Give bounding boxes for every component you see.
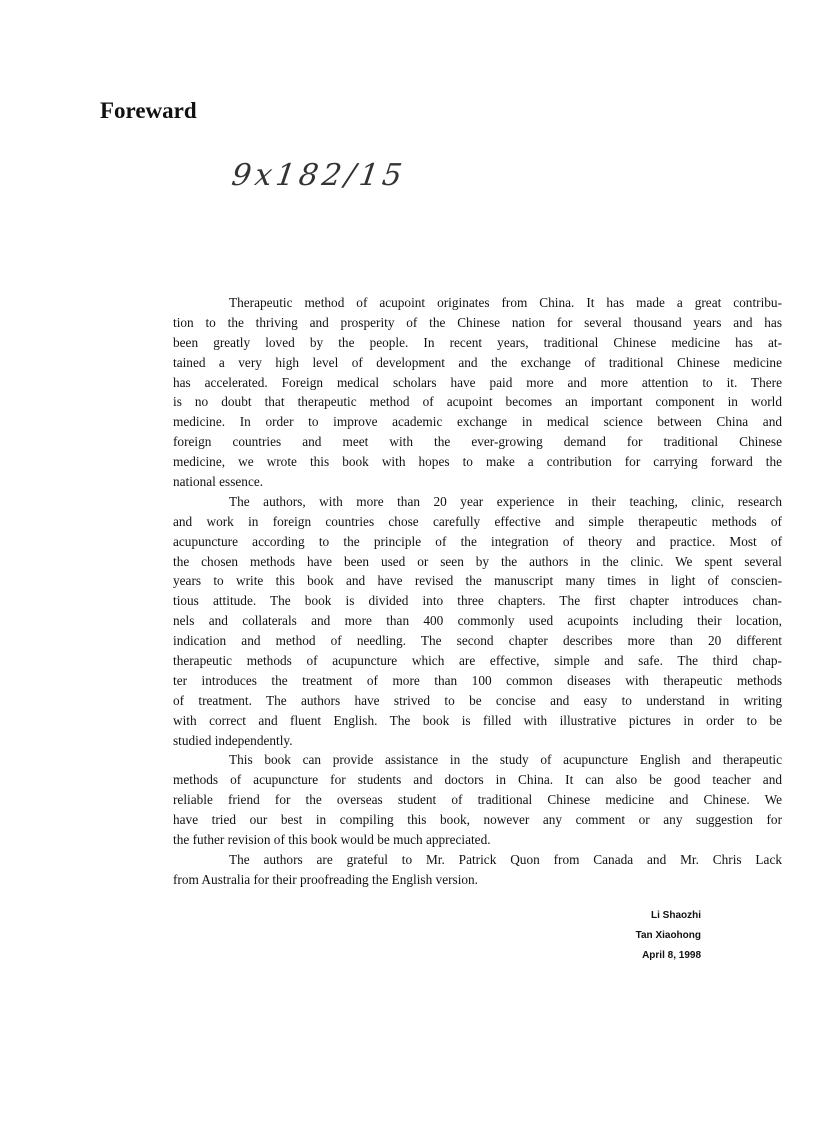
page-title: Foreward: [100, 98, 197, 123]
signature-date: April 8, 1998: [642, 950, 701, 961]
paragraph-line: methods of acupuncture for students and doctors in China. It can also be good teacher and: [173, 772, 782, 788]
paragraph-line: with correct and fluent English. The book is filled with illustrative pictures in order to be: [173, 712, 782, 728]
paragraph-line: tious attitude. The book is divided into three chapters. The first chapter introduces chan-: [173, 593, 782, 609]
paragraph-line: medicine. In order to improve academic exchange in medical science between China and: [173, 414, 782, 430]
paragraph-line: from Australia for their proofreading the English version.: [173, 871, 479, 887]
handwritten-note: 9x182/15: [229, 158, 409, 193]
paragraph-line: foreign countries and meet with the ever-growing demand for traditional Chinese: [173, 434, 782, 450]
paragraph-line: the chosen methods have been used or seen by the authors in the clinic. We spent several: [173, 553, 782, 569]
paragraph-line: national essence.: [173, 474, 264, 490]
paragraph-line: indication and method of needling. The second chapter describes more than 20 different: [173, 633, 782, 649]
paragraph-line: years to write this book and have revised the manuscript many times in light of conscien-: [173, 573, 782, 589]
paragraph-line: The authors are grateful to Mr. Patrick Quon from Canada and Mr. Chris Lack: [229, 851, 782, 867]
paragraph-line: therapeutic methods of acupuncture which are effective, simple and safe. The third chap-: [173, 653, 782, 669]
foreword-body: [173, 293, 782, 890]
paragraph-line: the futher revision of this book would be much appreciated.: [173, 832, 491, 848]
paragraph-line: of treatment. The authors have strived to be concise and easy to understand in writing: [173, 692, 782, 708]
paragraph-line: nels and collaterals and more than 400 commonly used acupoints including their location,: [173, 613, 782, 629]
paragraph-line: been greatly loved by the people. In recent years, traditional Chinese medicine has at-: [173, 334, 782, 350]
paragraph-line: reliable friend for the overseas student of traditional Chinese medicine and Chinese. We: [173, 792, 782, 808]
paragraph-line: tion to the thriving and prosperity of the Chinese nation for several thousand years and has: [173, 314, 782, 330]
paragraph-line: have tried our best in compiling this book, nowever any comment or any suggestion for: [173, 812, 782, 828]
paragraph-line: tained a very high level of development and the exchange of traditional Chinese medicine: [173, 354, 782, 370]
paragraph-line: has accelerated. Foreign medical scholars have paid more and more attention to it. There: [173, 374, 782, 390]
paragraph-line: medicine, we wrote this book with hopes to make a contribution for carrying forward the: [173, 454, 782, 470]
paragraph-line: and work in foreign countries chose carefully effective and simple therapeutic methods of: [173, 513, 782, 529]
paragraph-line: ter introduces the treatment of more than 100 common diseases with therapeutic methods: [173, 672, 782, 688]
paragraph-line: studied independently.: [173, 732, 293, 748]
paragraph-line: acupuncture according to the principle of the integration of theory and practice. Most of: [173, 533, 782, 549]
signature-author-1: Li Shaozhi: [651, 910, 701, 921]
paragraph-line: Therapeutic method of acupoint originates from China. It has made a great contribu-: [229, 295, 782, 310]
paragraph-line: This book can provide assistance in the study of acupuncture English and therapeutic: [229, 752, 782, 768]
paragraph-line: is no doubt that therapeutic method of acupoint becomes an important component in world: [173, 394, 782, 410]
signature-author-2: Tan Xiaohong: [635, 930, 701, 941]
paragraph-line: The authors, with more than 20 year experience in their teaching, clinic, research: [229, 493, 782, 509]
